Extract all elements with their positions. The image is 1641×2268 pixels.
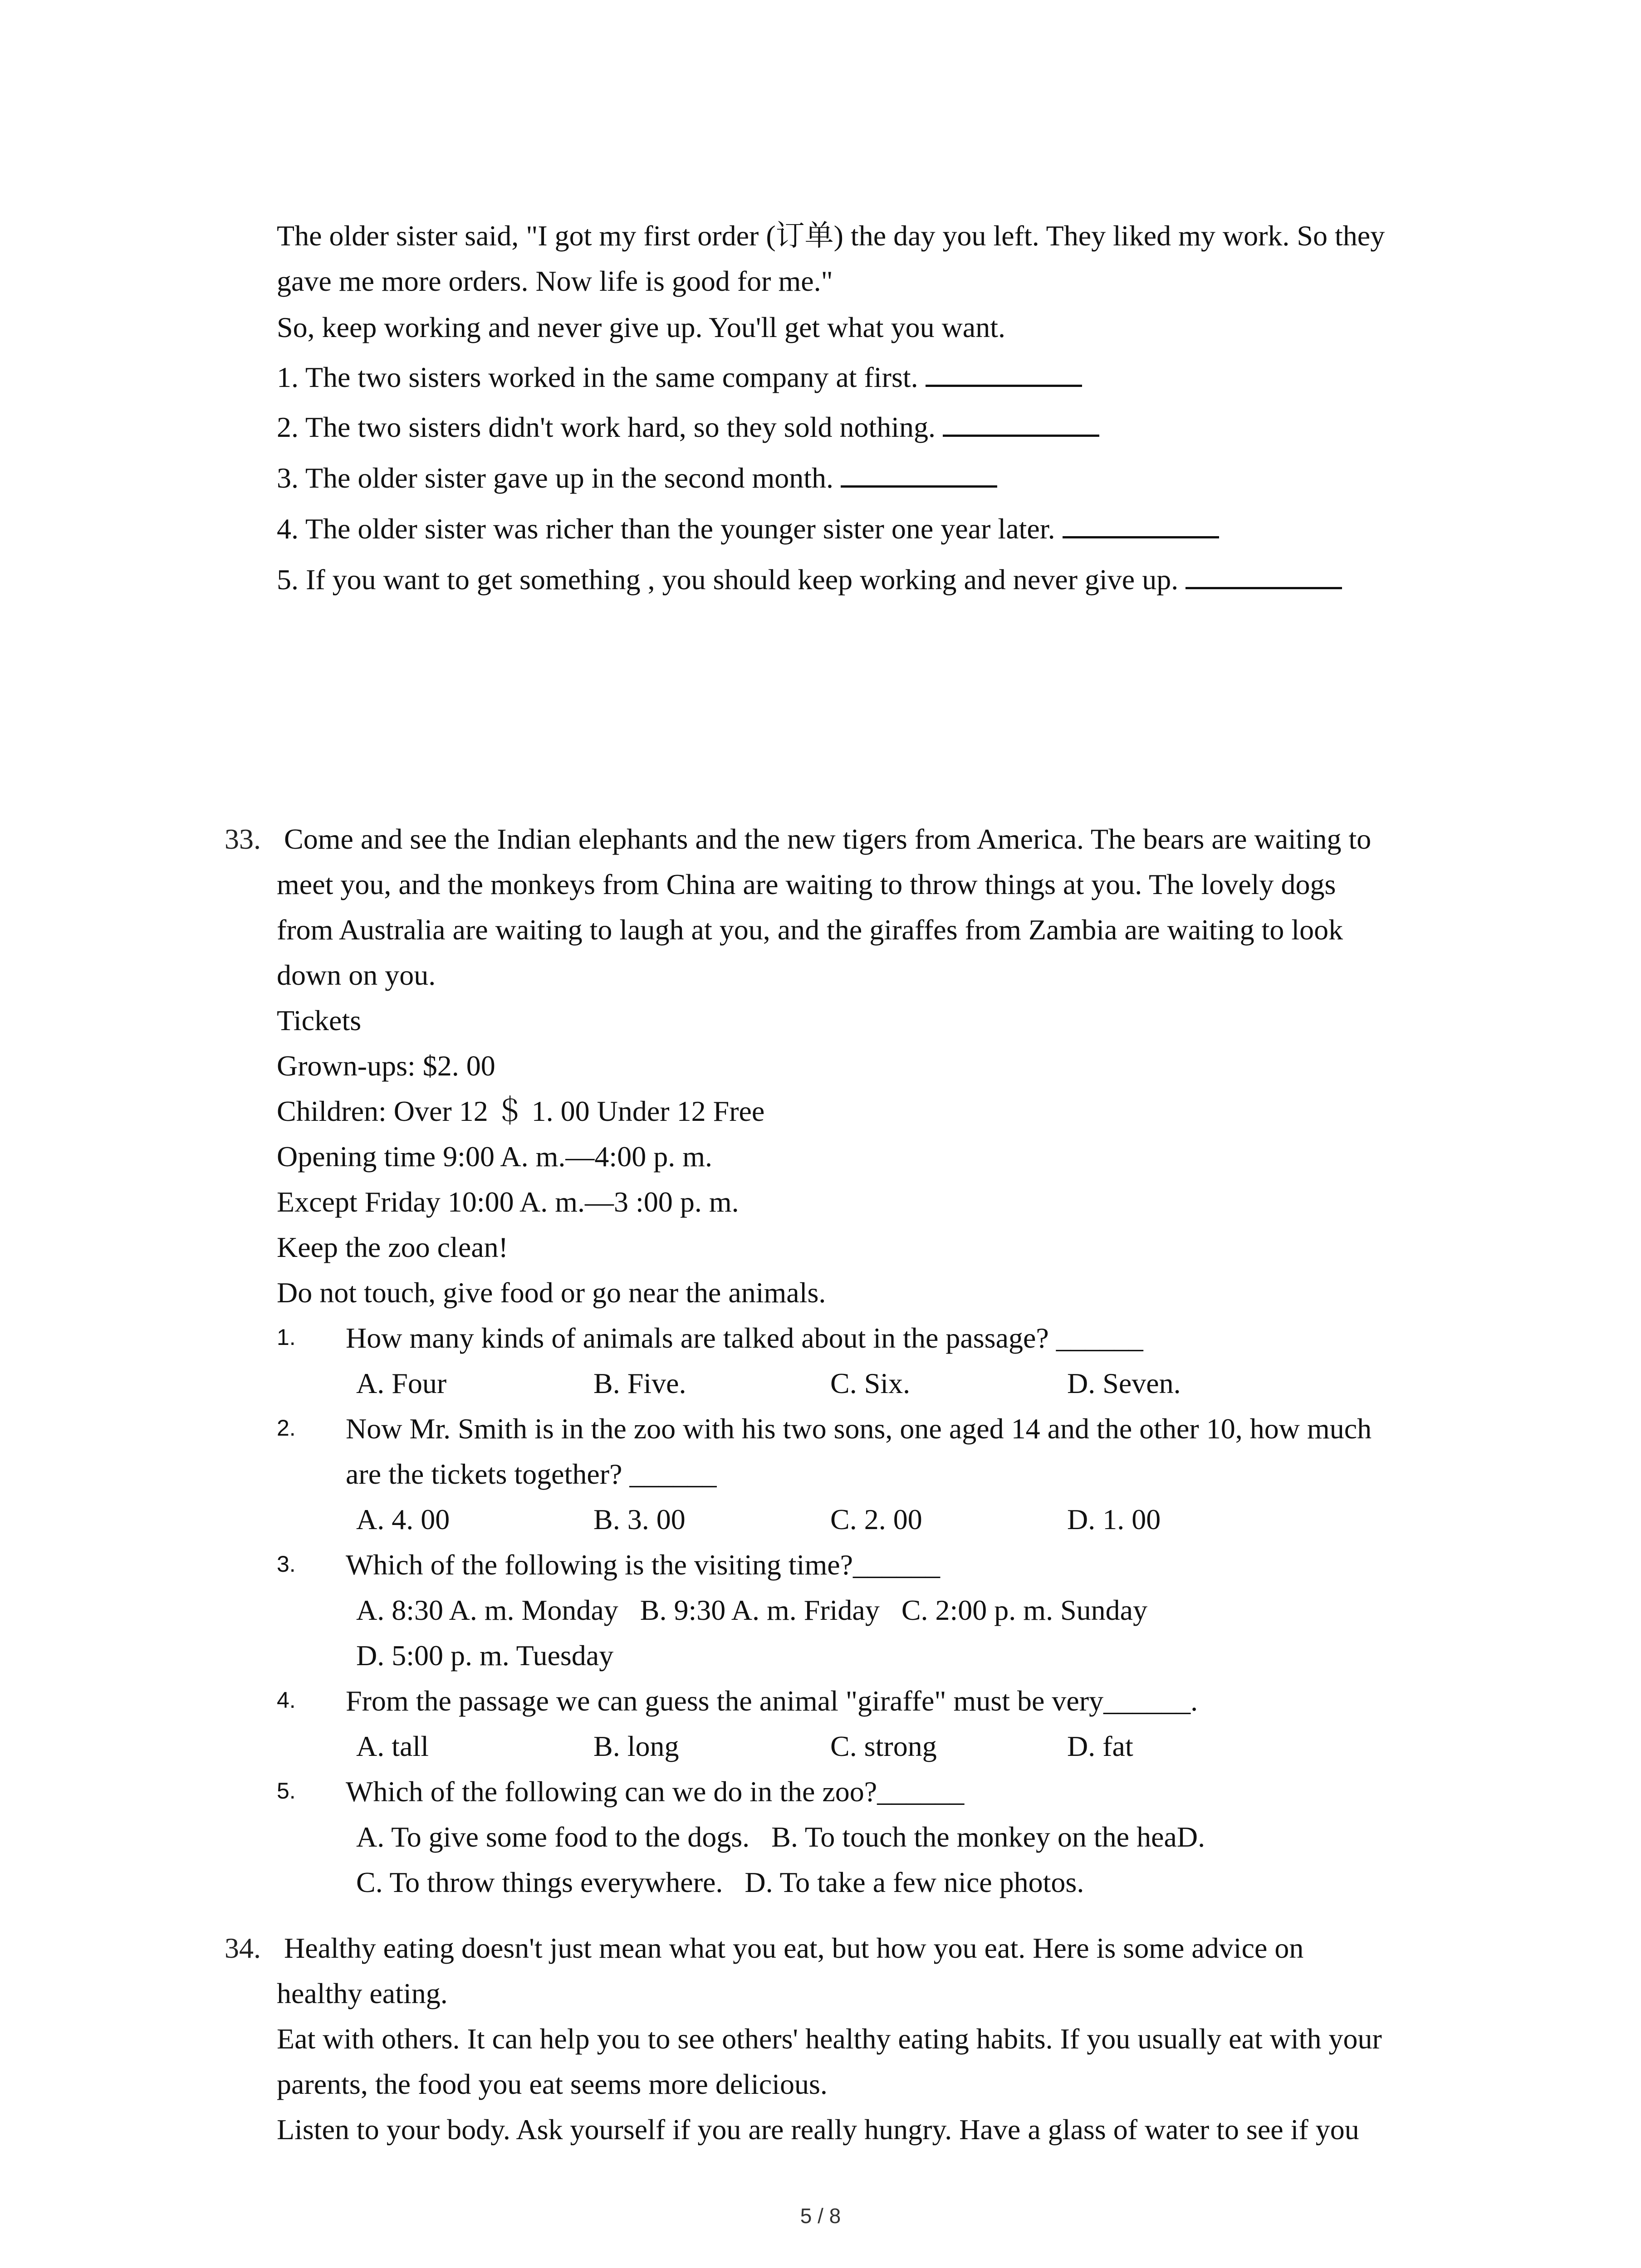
option-b[interactable]: B. long	[593, 1730, 679, 1762]
option-b[interactable]: B. 3. 00	[593, 1503, 686, 1535]
zoo-rule: Do not touch, give food or go near the animals.	[277, 1276, 826, 1309]
sub-question-text: How many kinds of animals are talked about in the passage? ______	[346, 1322, 1143, 1354]
passage-line: gave me more orders. Now life is good for me."	[277, 265, 833, 297]
option-line[interactable]: A. 8:30 A. m. Monday B. 9:30 A. m. Friday C. 2:00 p. m. Sunday	[356, 1594, 1148, 1626]
true-false-statement: 1. The two sisters worked in the same company at first.	[277, 358, 1082, 396]
question-number: 33.	[225, 823, 261, 855]
option-a[interactable]: A. tall	[356, 1730, 429, 1762]
sub-question-text: From the passage we can guess the animal "giraffe" must be very______.	[346, 1685, 1198, 1717]
option-c[interactable]: C. 2. 00	[830, 1503, 922, 1535]
answer-blank[interactable]	[841, 459, 997, 488]
passage-line: Listen to your body. Ask yourself if you are really hungry. Have a glass of water to see if you	[277, 2113, 1359, 2146]
passage-line: Healthy eating doesn't just mean what you eat, but how you eat. Here is some advice on	[284, 1932, 1304, 1964]
passage-line: parents, the food you eat seems more delicious.	[277, 2068, 828, 2100]
sub-question-number: 4.	[277, 1687, 296, 1713]
sub-question-text: Which of the following can we do in the zoo?______	[346, 1775, 965, 1808]
sub-question-number: 5.	[277, 1778, 296, 1804]
opening-time: Except Friday 10:00 A. m.—3 :00 p. m.	[277, 1186, 739, 1218]
answer-blank[interactable]	[1185, 561, 1342, 589]
true-false-statement: 3. The older sister gave up in the second month.	[277, 459, 997, 496]
zoo-rule: Keep the zoo clean!	[277, 1231, 508, 1263]
passage-line: meet you, and the monkeys from China are waiting to throw things at you. The lovely dogs	[277, 868, 1336, 900]
option-c[interactable]: C. strong	[830, 1730, 937, 1762]
passage-line: The older sister said, "I got my first order (订单) the day you left. They liked my work. So they	[277, 220, 1385, 252]
sub-question-text: Now Mr. Smith is in the zoo with his two sons, one aged 14 and the other 10, how much	[346, 1413, 1372, 1445]
answer-blank[interactable]	[943, 408, 1099, 437]
option-line[interactable]: A. To give some food to the dogs. B. To touch the monkey on the heaD.	[356, 1821, 1205, 1853]
true-false-statement: 5. If you want to get something , you should keep working and never give up.	[277, 561, 1342, 598]
passage-line: So, keep working and never give up. You'll get what you want.	[277, 311, 1005, 343]
page-number: 5 / 8	[800, 2204, 841, 2228]
ticket-price: Children: Over 12 ＄ 1. 00 Under 12 Free	[277, 1095, 765, 1127]
option-d[interactable]: D. 1. 00	[1067, 1503, 1161, 1535]
option-line[interactable]: C. To throw things everywhere. D. To take a few nice photos.	[356, 1866, 1084, 1898]
passage-line: healthy eating.	[277, 1977, 448, 2009]
option-d[interactable]: D. fat	[1067, 1730, 1133, 1762]
question-number: 34.	[225, 1932, 261, 1964]
answer-blank[interactable]	[1063, 510, 1219, 538]
sub-question-text: Which of the following is the visiting time?______	[346, 1549, 941, 1581]
sub-question-number: 1.	[277, 1325, 296, 1350]
option-d[interactable]: D. Seven.	[1067, 1367, 1181, 1399]
passage-line: Eat with others. It can help you to see others' healthy eating habits. If you usually eat with your	[277, 2023, 1382, 2055]
option-b[interactable]: B. Five.	[593, 1367, 686, 1399]
sub-question-text: are the tickets together? ______	[346, 1458, 717, 1490]
true-false-statement: 2. The two sisters didn't work hard, so they sold nothing.	[277, 408, 1099, 445]
ticket-price: Grown-ups: $2. 00	[277, 1050, 495, 1082]
ticket-heading: Tickets	[277, 1004, 362, 1036]
sub-question-number: 2.	[277, 1415, 296, 1441]
passage-line: down on you.	[277, 959, 436, 991]
opening-time: Opening time 9:00 A. m.—4:00 p. m.	[277, 1140, 712, 1173]
sub-question-number: 3.	[277, 1551, 296, 1577]
true-false-statement: 4. The older sister was richer than the younger sister one year later.	[277, 510, 1219, 547]
option-c[interactable]: C. Six.	[830, 1367, 911, 1399]
option-line[interactable]: D. 5:00 p. m. Tuesday	[356, 1639, 614, 1672]
option-a[interactable]: A. Four	[356, 1367, 447, 1399]
passage-line: from Australia are waiting to laugh at you, and the giraffes from Zambia are waiting to look	[277, 914, 1343, 946]
answer-blank[interactable]	[926, 358, 1082, 387]
option-a[interactable]: A. 4. 00	[356, 1503, 450, 1535]
passage-line: Come and see the Indian elephants and the new tigers from America. The bears are waiting to	[284, 823, 1372, 855]
